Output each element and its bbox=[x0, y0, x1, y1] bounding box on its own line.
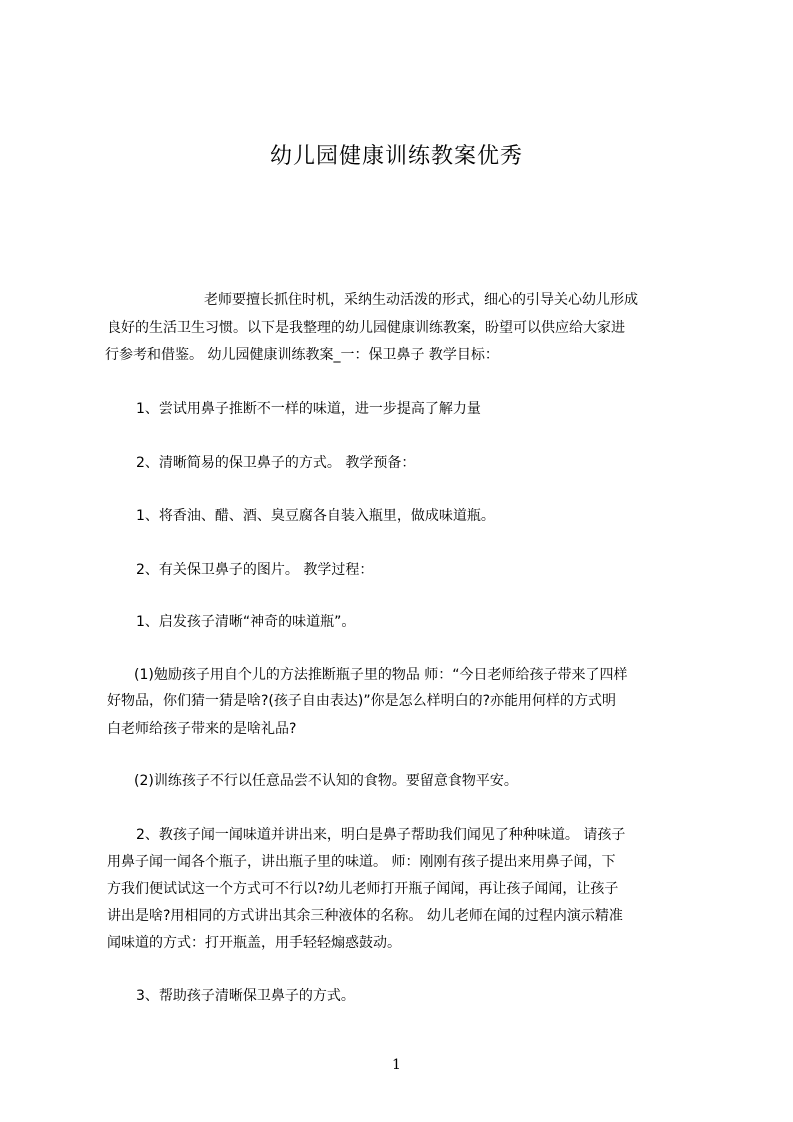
prep-item-2: 2、有关保卫鼻子的图片。 教学过程： bbox=[136, 562, 374, 578]
intro-line-2: 良好的生活卫生习惯。以下是我整理的幼儿园健康训练教案，盼望可以供应给大家进 bbox=[107, 320, 625, 336]
process-step-2-line-2: 用鼻子闻一闻各个瓶子，讲出瓶子里的味道。 师：刚刚有孩子提出来用鼻子闻，下 bbox=[107, 854, 616, 870]
page-number: 1 bbox=[392, 1057, 401, 1073]
intro-line-1: 老师要擅长抓住时机，采纳生动活泼的形式，细心的引导关心幼儿形成 bbox=[204, 292, 638, 308]
process-step-3: 3、帮助孩子清晰保卫鼻子的方式。 bbox=[136, 988, 355, 1004]
process-step-1: 1、启发孩子清晰“神奇的味道瓶”。 bbox=[136, 614, 356, 630]
process-step-2-line-5: 闻味道的方式：打开瓶盖，用手轻轻煽惑鼓动。 bbox=[107, 935, 401, 951]
intro-line-3: 行参考和借鉴。 幼儿园健康训练教案_一：保卫鼻子 教学目标： bbox=[105, 347, 499, 363]
prep-item-1: 1、将香油、醋、酒、臭豆腐各自装入瓶里，做成味道瓶。 bbox=[136, 508, 495, 524]
goal-item-2: 2、清晰简易的保卫鼻子的方式。 教学预备： bbox=[136, 455, 416, 471]
process-step-1a-line-1: (1)勉励孩子用自个儿的方法推断瓶子里的物品 师：“今日老师给孩子带来了四样 bbox=[134, 667, 628, 683]
process-step-1b: (2)训练孩子不行以任意品尝不认知的食物。要留意食物平安。 bbox=[134, 773, 518, 789]
process-step-1a-line-3: 白老师给孩子带来的是啥礼品? bbox=[107, 721, 297, 737]
process-step-2-line-1: 2、教孩子闻一闻味道并讲出来，明白是鼻子帮助我们闻见了种种味道。 请孩子 bbox=[136, 827, 626, 843]
document-title: 幼儿园健康训练教案优秀 bbox=[269, 144, 523, 169]
process-step-2-line-3: 方我们便试试这一个方式可不行以?幼儿老师打开瓶子闻闻，再让孩子闻闻，让孩子 bbox=[107, 881, 619, 897]
process-step-1a-line-2: 好物品，你们猜一猜是啥?(孩子自由表达)”你是怎么样明白的?亦能用何样的方式明 bbox=[107, 693, 617, 709]
goal-item-1: 1、尝试用鼻子推断不一样的味道，进一步提高了解力量 bbox=[136, 401, 481, 417]
process-step-2-line-4: 讲出是啥?用相同的方式讲出其余三种液体的名称。 幼儿老师在闻的过程内演示精准 bbox=[107, 908, 623, 924]
